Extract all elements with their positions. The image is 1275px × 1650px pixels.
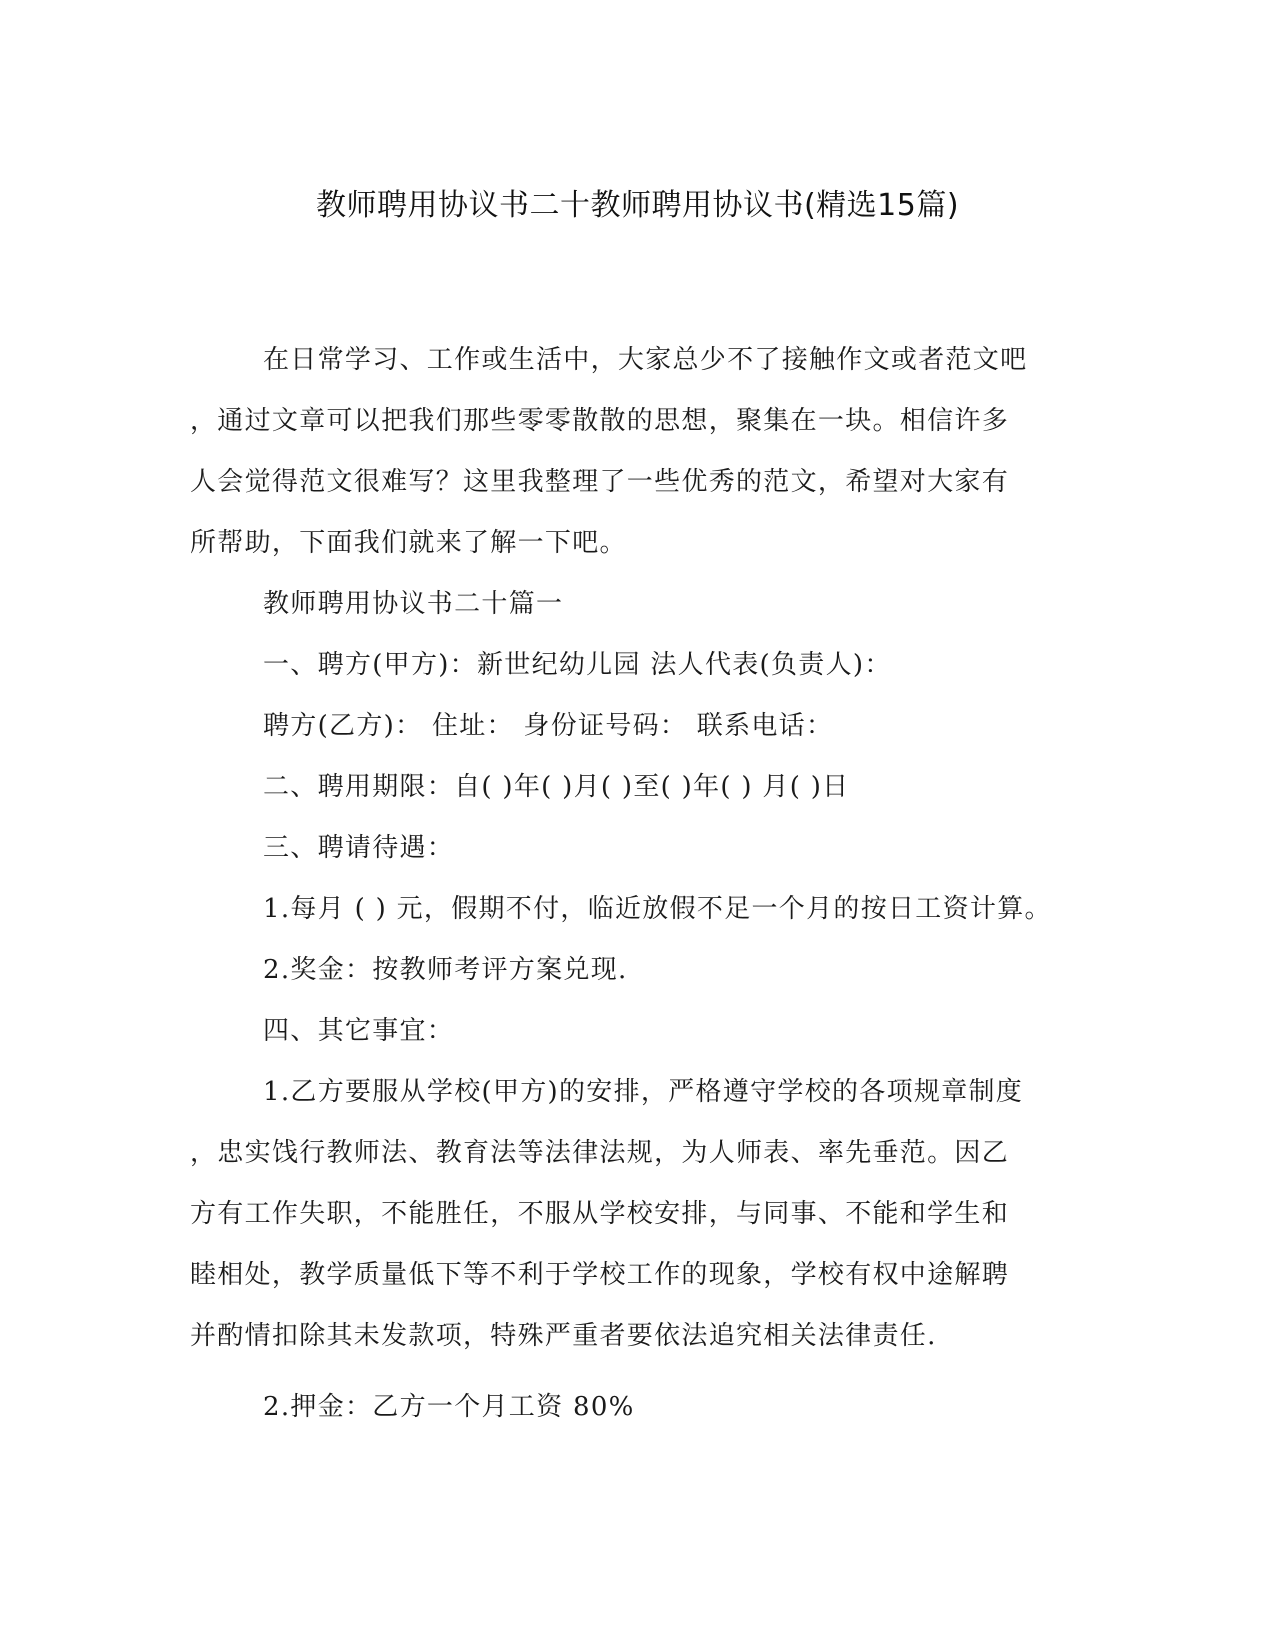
intro-line-1: 在日常学习、工作或生活中，大家总少不了接触作文或者范文吧 <box>263 345 1028 375</box>
other-item-2: 2.押金：乙方一个月工资 80% <box>263 1392 635 1422</box>
intro-line-3: 人会觉得范文很难写？这里我整理了一些优秀的范文，希望对大家有 <box>190 467 1010 497</box>
term-line: 二、聘用期限：自( )年( )月( )至( )年( ) 月( )日 <box>263 772 850 802</box>
other-item-1-line-4: 睦相处，教学质量低下等不利于学校工作的现象，学校有权中途解聘 <box>190 1260 1010 1290</box>
section-heading: 教师聘用协议书二十篇一 <box>263 589 564 619</box>
other-heading: 四、其它事宜： <box>263 1016 455 1046</box>
other-item-1-line-3: 方有工作失职，不能胜任，不服从学校安排，与同事、不能和学生和 <box>190 1199 1010 1229</box>
other-item-1-line-2: ，忠实饯行教师法、教育法等法律法规，为人师表、率先垂范。因乙 <box>190 1138 1010 1168</box>
intro-line-4: 所帮助，下面我们就来了解一下吧。 <box>190 528 627 558</box>
intro-line-2: ，通过文章可以把我们那些零零散散的思想，聚集在一块。相信许多 <box>190 406 1010 436</box>
other-item-1-line-5: 并酌情扣除其未发款项，特殊严重者要依法追究相关法律责任. <box>190 1321 937 1351</box>
party-a-line: 一、聘方(甲方)：新世纪幼儿园 法人代表(负责人)： <box>263 650 892 680</box>
benefit-item-2: 2.奖金：按教师考评方案兑现. <box>263 955 628 985</box>
page-title: 教师聘用协议书二十教师聘用协议书(精选15篇) <box>315 188 960 223</box>
benefits-heading: 三、聘请待遇： <box>263 833 455 863</box>
party-b-line: 聘方(乙方)： 住址： 身份证号码： 联系电话： <box>263 711 834 741</box>
paragraph-gap <box>190 1367 1080 1377</box>
benefit-item-1: 1.每月 ( ) 元，假期不付，临近放假不足一个月的按日工资计算。 <box>263 894 1052 924</box>
document-body <box>190 330 1080 1438</box>
other-item-1-line-1: 1.乙方要服从学校(甲方)的安排，严格遵守学校的各项规章制度 <box>263 1077 1024 1107</box>
